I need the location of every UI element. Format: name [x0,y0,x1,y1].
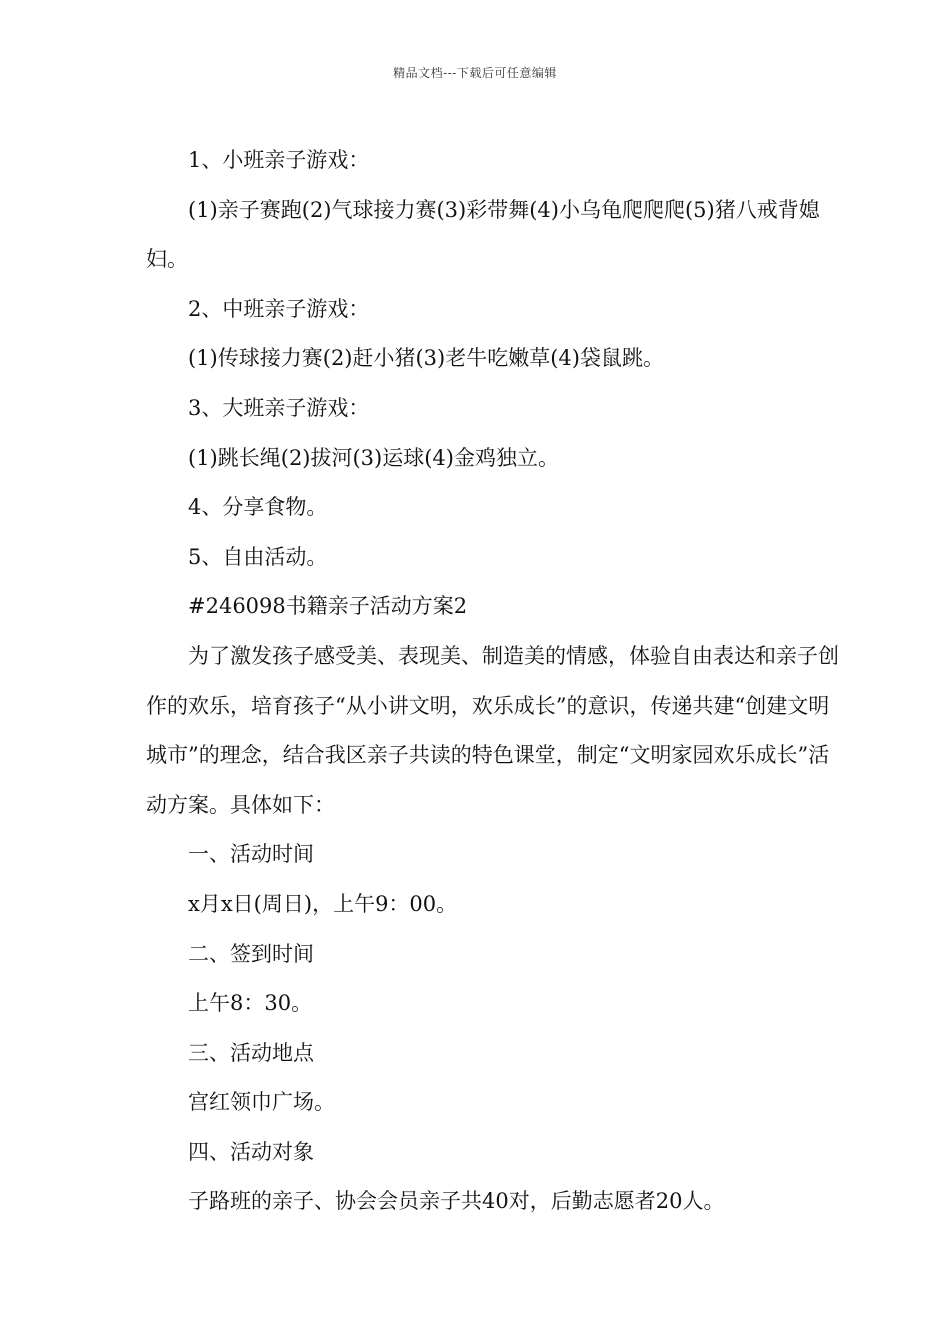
section-title-plan-2: #246098书籍亲子活动方案2 [188,594,468,619]
paragraph-introduction: 为了激发孩子感受美、表现美、制造美的情感，体验自由表达和亲子创作的欢乐，培育孩子“从小讲文明，欢乐成长”的意识，传递共建“创建文明城市”的理念，结合我区亲子共读的特色课堂，制定“文明家园欢乐成长”活动方案。具体如下： [146,643,839,817]
paragraph-sign-in-time: 上午8：30。 [188,991,313,1016]
paragraph-activity-time: x月x日(周日)，上午9：00。 [188,891,458,916]
heading-activity-participants: 四、活动对象 [188,1139,314,1164]
page-header: 精品文档---下载后可任意编辑 [393,66,557,80]
paragraph-small-class-games-list: (1)亲子赛跑(2)气球接力赛(3)彩带舞(4)小乌龟爬爬爬(5)猪八戒背媳妇。 [146,197,820,272]
heading-activity-location: 三、活动地点 [188,1040,314,1065]
paragraph-middle-class-games-list: (1)传球接力赛(2)赶小猪(3)老牛吃嫩草(4)袋鼠跳。 [188,346,664,371]
paragraph-activity-participants: 子路班的亲子、协会会员亲子共40对，后勤志愿者20人。 [188,1189,725,1214]
document-body [146,136,846,1227]
paragraph-activity-location: 宫红领巾广场。 [188,1090,335,1115]
heading-activity-time: 一、活动时间 [188,842,314,867]
heading-sign-in-time: 二、签到时间 [188,941,314,966]
heading-middle-class-games: 2、中班亲子游戏： [188,296,370,321]
paragraph-big-class-games-list: (1)跳长绳(2)拔河(3)运球(4)金鸡独立。 [188,445,559,470]
heading-big-class-games: 3、大班亲子游戏： [188,395,370,420]
item-free-activity: 5、自由活动。 [188,544,328,569]
heading-small-class-games: 1、小班亲子游戏： [188,148,370,172]
item-share-food: 4、分享食物。 [188,495,328,520]
